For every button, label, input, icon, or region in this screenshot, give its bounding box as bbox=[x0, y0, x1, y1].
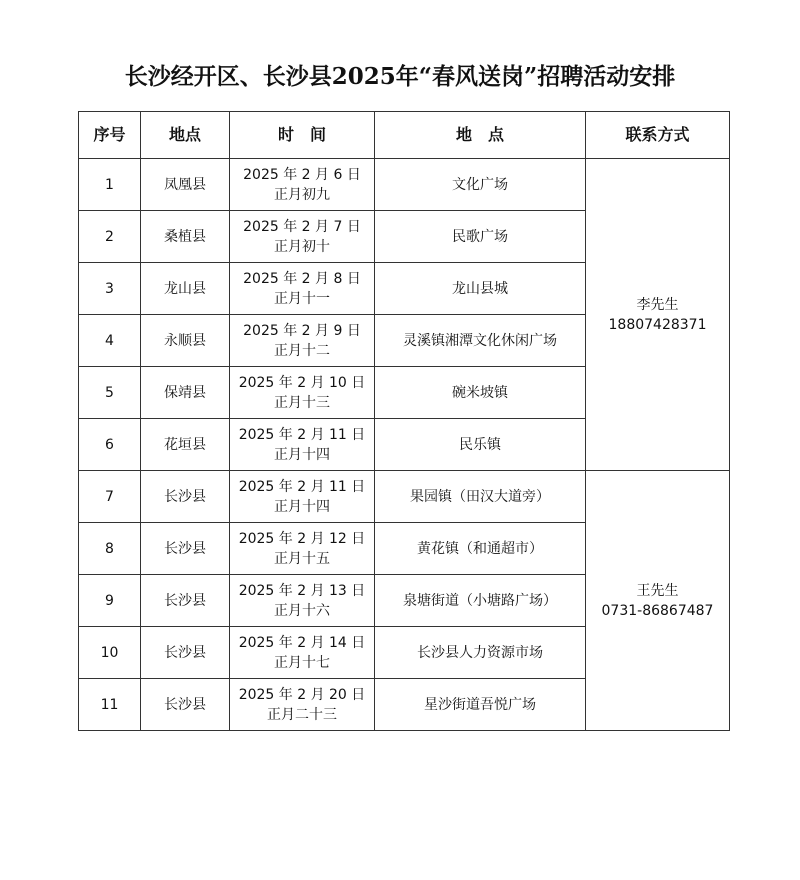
row-place: 泉塘街道（小塘路广场） bbox=[375, 575, 586, 627]
row-place: 黄花镇（和通超市） bbox=[375, 523, 586, 575]
row-date: 2025 年 2 月 8 日 bbox=[243, 270, 361, 287]
row-date: 2025 年 2 月 7 日 bbox=[243, 218, 361, 235]
row-time bbox=[230, 575, 375, 627]
row-no: 5 bbox=[79, 367, 141, 419]
contact-name: 李先生 bbox=[636, 296, 679, 313]
contact-cell-2 bbox=[586, 471, 730, 731]
table-header-row bbox=[79, 112, 730, 159]
row-county: 长沙县 bbox=[141, 627, 230, 679]
row-time bbox=[230, 419, 375, 471]
row-county: 永顺县 bbox=[141, 315, 230, 367]
row-date: 2025 年 2 月 10 日 bbox=[238, 374, 366, 391]
row-lunar-date: 正月十五 bbox=[274, 550, 330, 567]
header-place: 地 点 bbox=[375, 112, 586, 159]
row-county: 龙山县 bbox=[141, 263, 230, 315]
row-lunar-date: 正月十四 bbox=[274, 446, 330, 463]
row-place: 长沙县人力资源市场 bbox=[375, 627, 586, 679]
row-county: 长沙县 bbox=[141, 471, 230, 523]
row-no: 9 bbox=[79, 575, 141, 627]
header-county: 地点 bbox=[141, 112, 230, 159]
row-county: 长沙县 bbox=[141, 575, 230, 627]
row-date: 2025 年 2 月 20 日 bbox=[238, 686, 366, 703]
row-time bbox=[230, 627, 375, 679]
row-county: 桑植县 bbox=[141, 211, 230, 263]
contact-phone: 0731-86867487 bbox=[601, 602, 714, 619]
row-lunar-date: 正月十三 bbox=[274, 394, 330, 411]
row-no: 6 bbox=[79, 419, 141, 471]
row-no: 2 bbox=[79, 211, 141, 263]
row-no: 8 bbox=[79, 523, 141, 575]
row-place: 星沙街道吾悦广场 bbox=[375, 679, 586, 731]
row-county: 保靖县 bbox=[141, 367, 230, 419]
row-date: 2025 年 2 月 14 日 bbox=[238, 634, 366, 651]
row-place: 碗米坡镇 bbox=[375, 367, 586, 419]
row-time bbox=[230, 315, 375, 367]
contact-phone: 18807428371 bbox=[608, 316, 707, 333]
row-date: 2025 年 2 月 13 日 bbox=[238, 582, 366, 599]
schedule-table bbox=[78, 111, 730, 731]
row-place: 灵溪镇湘潭文化休闲广场 bbox=[375, 315, 586, 367]
row-lunar-date: 正月初九 bbox=[274, 186, 330, 203]
contact-cell-1 bbox=[586, 159, 730, 471]
header-time: 时 间 bbox=[230, 112, 375, 159]
row-county: 凤凰县 bbox=[141, 159, 230, 211]
row-no: 4 bbox=[79, 315, 141, 367]
row-lunar-date: 正月十一 bbox=[274, 290, 330, 307]
row-lunar-date: 正月初十 bbox=[274, 238, 330, 255]
row-time bbox=[230, 263, 375, 315]
table-row bbox=[79, 159, 730, 211]
row-place: 民乐镇 bbox=[375, 419, 586, 471]
row-time bbox=[230, 211, 375, 263]
header-no: 序号 bbox=[79, 112, 141, 159]
row-time bbox=[230, 471, 375, 523]
row-no: 1 bbox=[79, 159, 141, 211]
row-lunar-date: 正月二十三 bbox=[267, 706, 337, 723]
row-date: 2025 年 2 月 11 日 bbox=[238, 478, 366, 495]
row-date: 2025 年 2 月 12 日 bbox=[238, 530, 366, 547]
contact-name: 王先生 bbox=[636, 582, 679, 599]
row-no: 7 bbox=[79, 471, 141, 523]
row-no: 3 bbox=[79, 263, 141, 315]
row-lunar-date: 正月十六 bbox=[274, 602, 330, 619]
row-date: 2025 年 2 月 9 日 bbox=[243, 322, 361, 339]
row-lunar-date: 正月十四 bbox=[274, 498, 330, 515]
row-time bbox=[230, 159, 375, 211]
row-county: 长沙县 bbox=[141, 523, 230, 575]
row-county: 花垣县 bbox=[141, 419, 230, 471]
row-no: 11 bbox=[79, 679, 141, 731]
table-row bbox=[79, 471, 730, 523]
row-place: 龙山县城 bbox=[375, 263, 586, 315]
row-county: 长沙县 bbox=[141, 679, 230, 731]
row-lunar-date: 正月十七 bbox=[274, 654, 330, 671]
row-place: 果园镇（田汉大道旁） bbox=[375, 471, 586, 523]
row-date: 2025 年 2 月 6 日 bbox=[243, 166, 361, 183]
row-date: 2025 年 2 月 11 日 bbox=[238, 426, 366, 443]
row-place: 民歌广场 bbox=[375, 211, 586, 263]
header-contact: 联系方式 bbox=[586, 112, 730, 159]
page-title: 长沙经开区、长沙县2025年“春风送岗”招聘活动安排 bbox=[124, 63, 676, 90]
row-place: 文化广场 bbox=[375, 159, 586, 211]
row-time bbox=[230, 523, 375, 575]
row-lunar-date: 正月十二 bbox=[274, 342, 330, 359]
row-no: 10 bbox=[79, 627, 141, 679]
row-time bbox=[230, 367, 375, 419]
row-time bbox=[230, 679, 375, 731]
